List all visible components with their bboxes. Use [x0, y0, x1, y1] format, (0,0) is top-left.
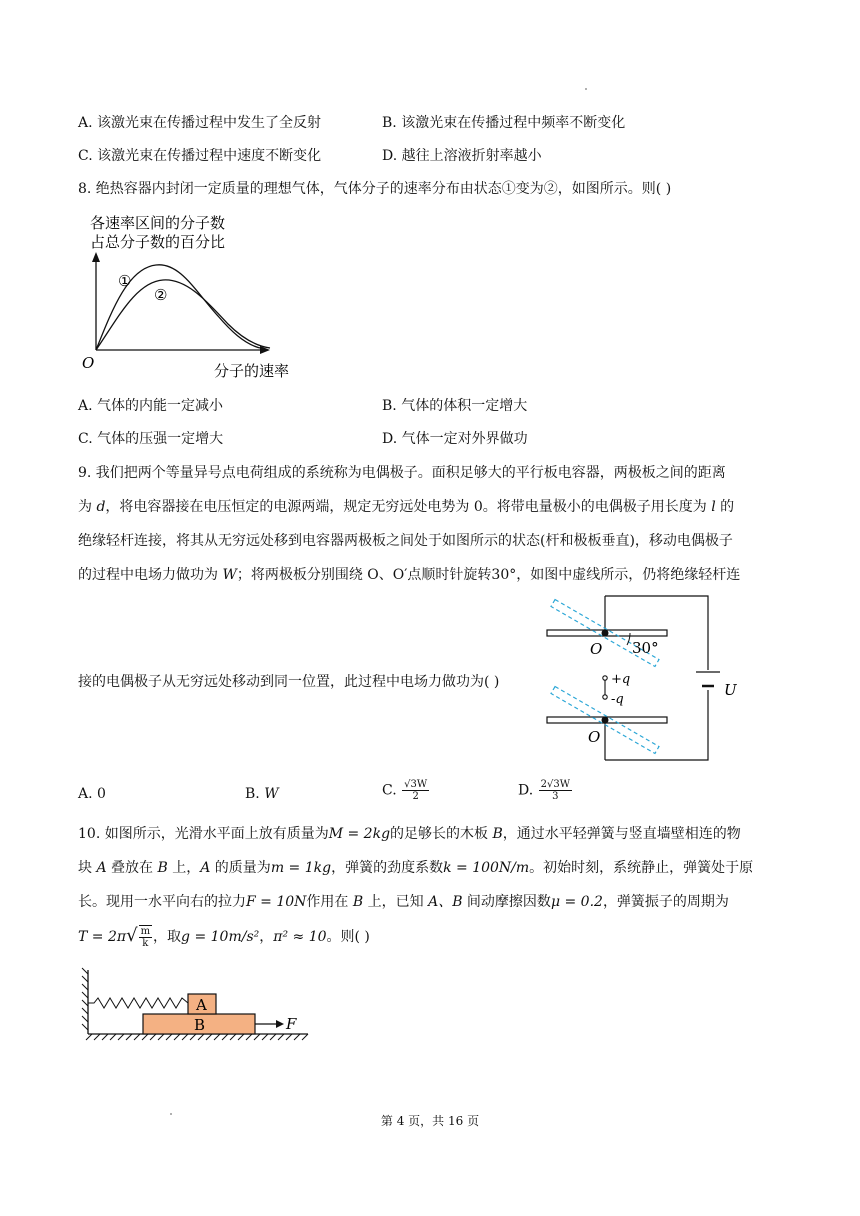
q10-block-b-label: B — [194, 1016, 206, 1034]
q9-top-o-label: O — [590, 640, 603, 658]
q8-distribution-figure — [78, 210, 308, 382]
q9-capacitor-figure — [540, 594, 745, 764]
q10-line-2: 块 A 叠放在 B 上，A 的质量为m = 1kg，弹簧的劲度系数k = 100N/m。初始时刻，系统静止，弹簧处于原 — [78, 860, 754, 876]
q8-stem: 8. 绝热容器内封闭一定质量的理想气体，气体分子的速率分布由状态①变为②，如图所示。则( ) — [78, 181, 672, 197]
page-footer: 第 4 页，共 16 页 — [380, 1114, 480, 1128]
q8-option-c: C. 气体的压强一定增大 — [78, 431, 224, 447]
q8-option-b: B. 气体的体积一定增大 — [382, 398, 528, 414]
q10-force-label: F — [286, 1015, 297, 1033]
q9-line-3: 绝缘轻杆连接，将其从无穷远处移到电容器两极板之间处于如图所示的状态(杆和极板垂直)，移动电偶极子 — [78, 533, 733, 549]
q8-option-d: D. 气体一定对外界做功 — [382, 431, 528, 447]
q8-curve-1-label: ① — [118, 272, 132, 290]
q9-option-b: B. W — [245, 786, 279, 802]
q10-spring — [88, 998, 188, 1008]
q10-line-1: 10. 如图所示，光滑水平面上放有质量为M = 2kg的足够长的木板 B，通过水平轻弹簧与竖直墙壁相连的物 — [78, 826, 741, 842]
q10-line-4: T = 2π√ $\frac{m}{k}$ ，取g = 10m/s²，π² ≈ 10。则( ) — [78, 925, 370, 949]
q7-option-c: C. 该激光束在传播过程中速度不断变化 — [78, 148, 322, 164]
q7-option-d: D. 越往上溶液折射率越小 — [382, 148, 542, 164]
q7-option-a: A. 该激光束在传播过程中发生了全反射 — [78, 115, 322, 131]
q9-option-d: D. $\frac{2√3W}{3}$ — [518, 779, 571, 802]
q8-curve-2 — [96, 280, 270, 350]
q8-curve-2-label: ② — [154, 286, 168, 304]
q9-line-1: 9. 我们把两个等量异号点电荷组成的系统称为电偶极子。面积足够大的平行板电容器，两极板之间的距离 — [78, 465, 726, 481]
q9-option-c: C. $\frac{√3W}{2}$ — [382, 779, 428, 802]
q10-spring-figure — [78, 966, 318, 1046]
q8-xlabel: 分子的速率 — [214, 362, 290, 380]
q9-bottom-o-label: O — [588, 728, 601, 746]
q8-ylabel-line1: 各速率区间的分子数 — [90, 214, 226, 232]
q10-line-3: 长。现用一水平向右的拉力F = 10N作用在 B 上，已知 A、B 间动摩擦因数μ = 0.2，弹簧振子的周期为 — [78, 894, 729, 910]
q9-line-5: 接的电偶极子从无穷远处移动到同一位置，此过程中电场力做功为( ) — [78, 674, 500, 690]
q7-option-b: B. 该激光束在传播过程中频率不断变化 — [382, 115, 626, 131]
q9-line-2: 为 d，将电容器接在电压恒定的电源两端，规定无穷远处电势为 0。将带电量极小的电偶极子用长度为 l 的 — [78, 499, 735, 515]
q9-plus-q-label: +q — [611, 672, 631, 687]
q9-angle-label: 30° — [632, 639, 659, 657]
q8-option-a: A. 气体的内能一定减小 — [78, 398, 224, 414]
q9-minus-q-label: -q — [611, 692, 624, 707]
q8-ylabel-line2: 占总分子数的百分比 — [90, 233, 226, 251]
q9-line-4: 的过程中电场力做功为 W；将两极板分别围绕 O、O′点顺时针旋转30°，如图中虚线所示，仍将绝缘轻杆连 — [78, 567, 741, 583]
q8-origin-label: O — [82, 354, 95, 372]
q9-option-a: A. 0 — [78, 786, 106, 802]
q9-voltage-label: U — [724, 681, 737, 699]
q10-block-a-label: A — [196, 996, 207, 1014]
